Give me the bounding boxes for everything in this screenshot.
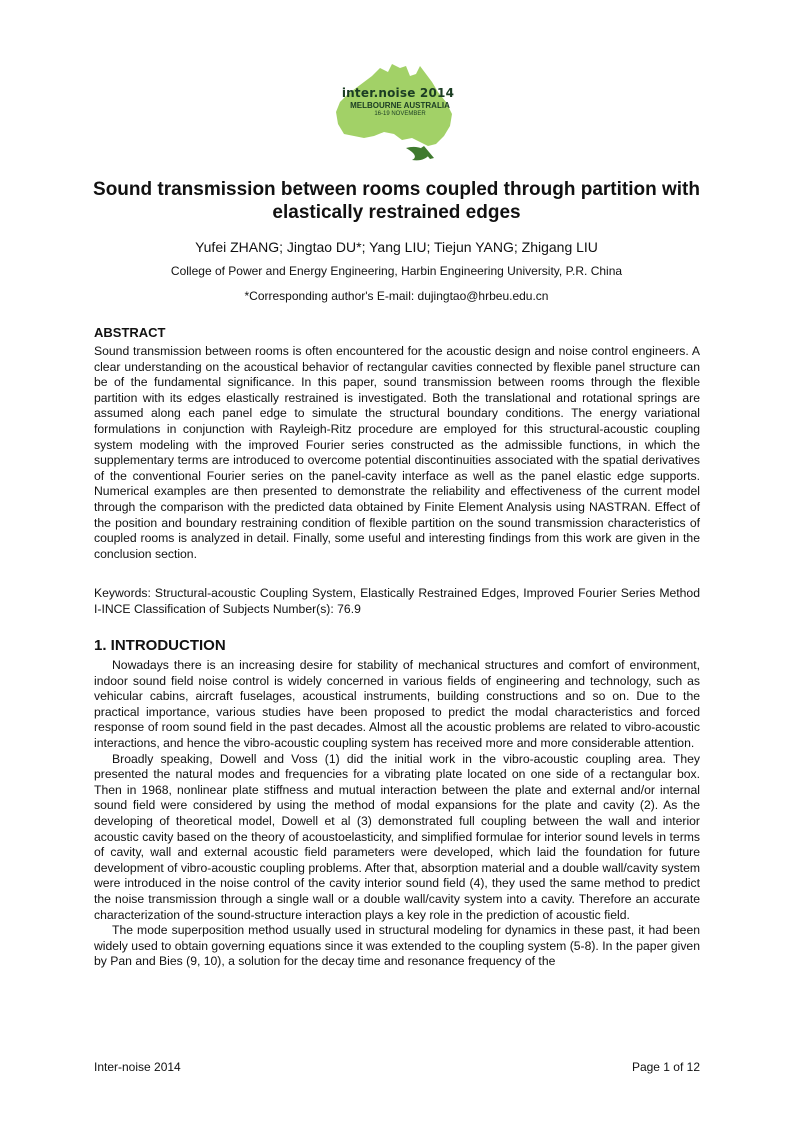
page-number: Page 1 of 12 (631, 1060, 700, 1074)
paragraph: The mode superposition method usually used in structural modeling for dynamics in these past, it had been widely used to obtain governing equations since it was extended to the coupling system (5-8). In the paper given by Pan and Bies (9, 10), a solution for the decay time and resonance frequency of the (94, 923, 700, 969)
logo-title: inter.noise 2014 (341, 86, 455, 100)
logo-dates: 16-19 NOVEMBER (374, 111, 426, 117)
abstract-text: Sound transmission between rooms is often encountered for the acoustic design and noise control engineers. A clear understanding on the acoustical behavior of rectangular cavities connected by flexible panel structure can be of the fundamental significance. In this paper, sound transmission between rooms through the flexible partition with its edges elastically restrained is investigated. Both the translational and rotational springs are assumed along each panel edge to simulate the structural boundary conditions. The energy variational formulations in conjunction with Rayleigh-Ritz procedure are employed for this structural-acoustic coupling system modeling with the improved Fourier series constructed as the admissible functions, in which the supplementary terms are introduced to overcome potential discontinuities associated with the spatial derivatives of the conventional Fourier series on the panel-cavity interface as well as the panel elastic edge supports. Numerical examples are then presented to demonstrate the reliability and effectiveness of the current model through the comparison with the predicted data obtained by Finite Element Analysis using NASTRAN. Effect of the position and boundary restraining condition of flexible partition on the sound transmission characteristics of coupled rooms is analyzed in detail. Finally, some useful and interesting findings from this work are given in the conclusion section. (94, 344, 700, 561)
paragraph: Nowadays there is an increasing desire for stability of mechanical structures and comfort of environment, indoor sound field noise control is widely concerned in various fields of engineering and technology, such as vehicular cabins, aircraft fuselages, acoustical instruments, building constructions and so on. Due to the practical importance, various studies have been proposed to predict the modal characteristics and forced response of room sound field in the past decades. Almost all the acoustic problems are related to vibro-acoustic interactions, and hence the vibro-acoustic coupling system has received more and more considerable attention. (94, 658, 700, 750)
paragraph: Broadly speaking, Dowell and Voss (1) did the initial work in the vibro-acoustic coupling area. They presented the natural modes and frequencies for a vibrating plate located on one side of a rectangular box. Then in 1968, nonlinear plate stiffness and mutual interaction between the plate and external and/or internal sound field were considered by using the method of modal expansions for the plate and cavity (2). As the developing of theoretical model, Dowell et al (3) demonstrated full coupling between the wall and interior acoustic cavity based on the theory of acoustoelasticity, and simplified formulae for interior sound levels in terms of cavity, wall and external acoustic field parameters were developed, which laid the foundation for future development of vibro-acoustic coupling problems. After that, absorption material and a double wall/cavity system were introduced in the noise control of the cavity interior sound field (4), they used the same method to predict the noise transmission through a single wall or a double wall/cavity system into a cavity. Therefore an accurate characterization of the sound-structure interaction plays a key role in the prediction of acoustic field. (94, 751, 700, 922)
author-list: Yufei ZHANG; Jingtao DU*; Yang LIU; Tiejun YANG; Zhigang LIU (195, 239, 598, 255)
conference-logo (328, 62, 460, 166)
introduction-body (94, 658, 700, 970)
corresponding-author: *Corresponding author's E-mail: dujingtao@hrbeu.edu.cn (244, 289, 549, 303)
footer-conference: Inter-noise 2014 (94, 1060, 181, 1074)
section-heading-introduction: 1. INTRODUCTION (94, 637, 226, 654)
abstract-heading: ABSTRACT (94, 325, 166, 340)
keywords: Keywords: Structural-acoustic Coupling System, Elastically Restrained Edges, Improved Fourier Series Method I-INCE Classification of Subjects Number(s): 76.9 (94, 586, 700, 616)
affiliation: College of Power and Energy Engineering, Harbin Engineering University, P.R. China (170, 264, 623, 278)
paper-title: Sound transmission between rooms coupled through partition with elastically restrained edges (93, 179, 700, 223)
logo-location: MELBOURNE AUSTRALIA (350, 101, 450, 110)
